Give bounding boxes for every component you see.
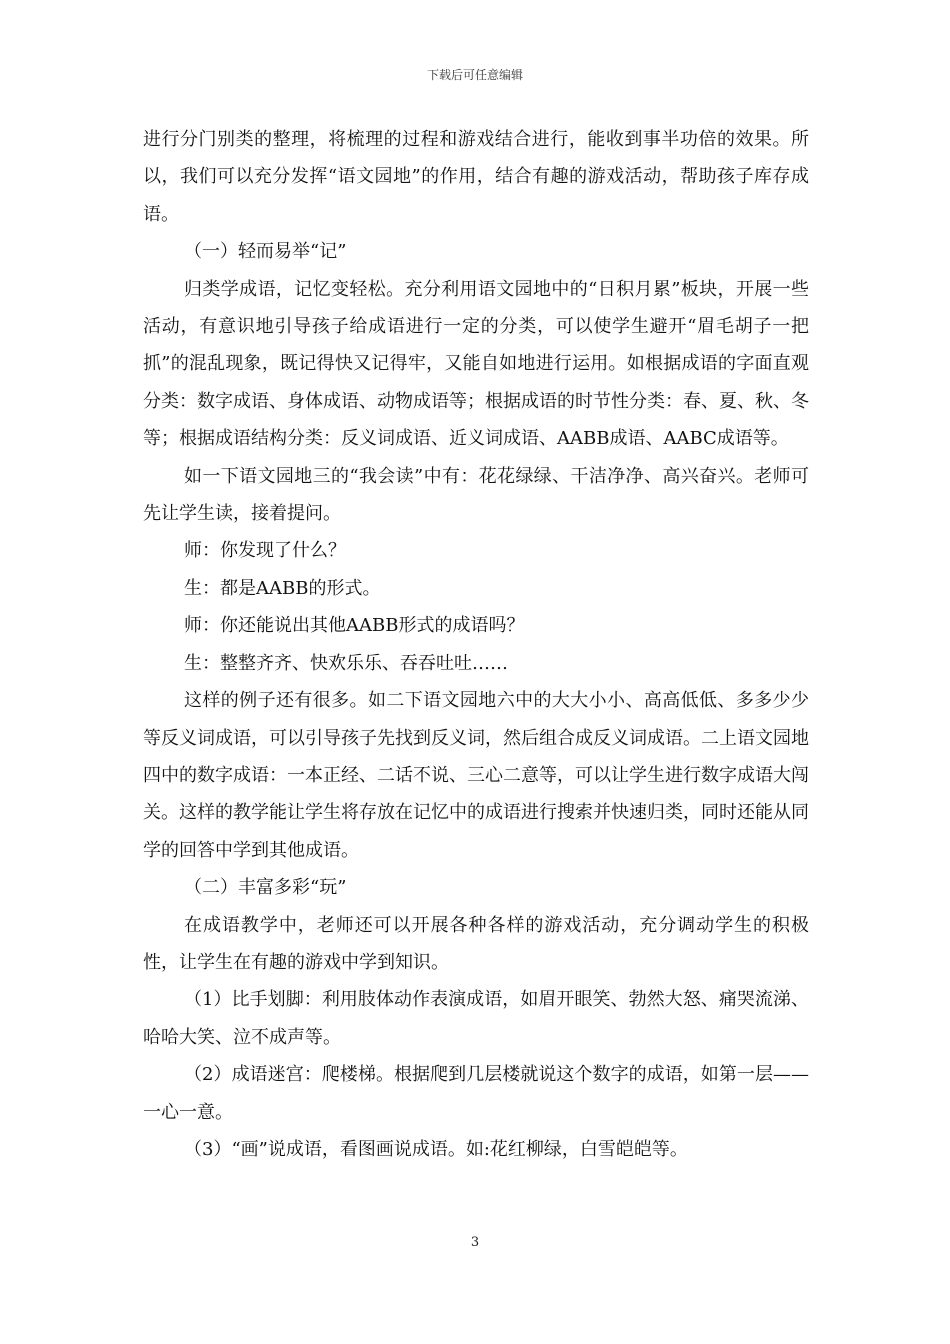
dialogue-line-teacher-2: 师：你还能说出其他AABB形式的成语吗？ [184, 615, 525, 637]
page-number: 3 [470, 1235, 480, 1250]
list-item-picture: （3）“画”说成语，看图画说成语。如:花红柳绿，白雪皑皑等。 [184, 1138, 688, 1160]
dialogue-line-student-2: 生：整整齐齐、快欢乐乐、吞吞吐吐…… [184, 652, 508, 674]
page-header: 下载后可任意编辑 [426, 68, 523, 82]
section-heading-play: （二）丰富多彩“玩” [184, 877, 347, 899]
section-heading-remember: （一）轻而易举“记” [184, 241, 347, 263]
document-body [143, 121, 809, 1168]
list-item-gestures: （1）比手划脚：利用肢体动作表演成语，如眉开眼笑、勃然大怒、痛哭流涕、哈哈大笑、泣不成声等。 [143, 989, 809, 1048]
dialogue-line-teacher-1: 师：你发现了什么？ [184, 540, 346, 562]
list-item-maze: （2）成语迷宫：爬楼梯。根据爬到几层楼就说这个数字的成语，如第一层——一心一意。 [143, 1064, 809, 1123]
dialogue-line-student-1: 生：都是AABB的形式。 [184, 577, 381, 599]
paragraph-games-intro: 在成语教学中，老师还可以开展各种各样的游戏活动，充分调动学生的积极性，让学生在有趣的游戏中学到知识。 [143, 914, 809, 973]
paragraph-classification: 归类学成语，记忆变轻松。充分利用语文园地中的“日积月累”板块，开展一些活动，有意识地引导孩子给成语进行一定的分类，可以使学生避开“眉毛胡子一把抓”的混乱现象，既记得快又记得牢，又能自如地进行运用。如根据成语的字面直观分类：数字成语、身体成语、动物成语等；根据成语的时节性分类：春、夏、秋、冬等；根据成语结构分类：反义词成语、近义词成语、AABB成语、AABC成语等。 [143, 278, 809, 450]
paragraph-example-intro: 如一下语文园地三的“我会读”中有：花花绿绿、干洁净净、高兴奋兴。老师可先让学生读，接着提问。 [143, 465, 809, 525]
paragraph-more-examples: 这样的例子还有很多。如二下语文园地六中的大大小小、高高低低、多多少少等反义词成语，可以引导孩子先找到反义词，然后组合成反义词成语。二上语文园地四中的数字成语：一本正经、二话不说、三心二意等，可以让学生进行数字成语大闯关。这样的教学能让学生将存放在记忆中的成语进行搜索并快速归类，同时还能从同学的回答中学到其他成语。 [143, 690, 809, 861]
paragraph-intro-continuation: 进行分门别类的整理，将梳理的过程和游戏结合进行，能收到事半功倍的效果。所以，我们可以充分发挥“语文园地”的作用，结合有趣的游戏活动，帮助孩子库存成语。 [143, 129, 809, 225]
